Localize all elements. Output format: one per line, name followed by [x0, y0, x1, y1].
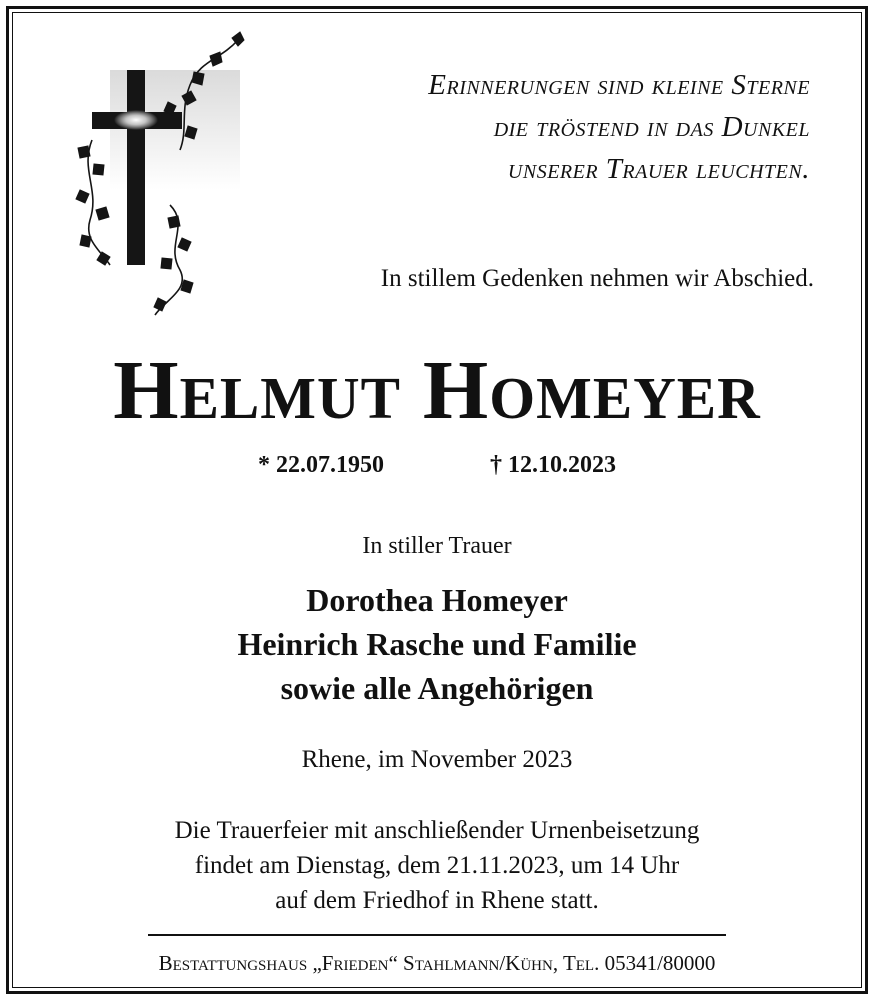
farewell-text: In stillem Gedenken nehmen wir Abschied. [380, 265, 814, 292]
cross-with-ivy [70, 30, 250, 320]
mourners-list [0, 578, 874, 710]
mourning-intro: In stiller Trauer [362, 533, 512, 559]
ceremony-line: auf dem Friedhof in Rhene statt. [275, 887, 599, 914]
quote-line: unserer Trauer leuchten. [507, 153, 810, 185]
ceremony-line: findet am Dienstag, dem 21.11.2023, um 14 Uhr [194, 852, 680, 879]
quote-line: Erinnerungen sind kleine Sterne [428, 69, 810, 101]
life-dates [0, 452, 874, 479]
mourner-name: sowie alle Angehörigen [280, 670, 594, 706]
memorial-quote [428, 64, 810, 190]
birth-date: * 22.07.1950 [258, 452, 384, 478]
death-date: † 12.10.2023 [490, 452, 616, 478]
footer-divider [148, 934, 726, 936]
mourner-name: Heinrich Rasche und Familie [237, 626, 637, 662]
place-and-date: Rhene, im November 2023 [301, 746, 573, 773]
ceremony-info [0, 813, 874, 918]
deceased-name: Helmut Homeyer [113, 344, 761, 437]
quote-line: die tröstend in das Dunkel [493, 111, 810, 143]
ceremony-line: Die Trauerfeier mit anschließender Urnenbeisetzung [174, 817, 700, 844]
mourner-name: Dorothea Homeyer [306, 582, 568, 618]
funeral-home-footer: Bestattungshaus „Frieden“ Stahlmann/Kühn, Tel. 05341/80000 [158, 951, 716, 975]
